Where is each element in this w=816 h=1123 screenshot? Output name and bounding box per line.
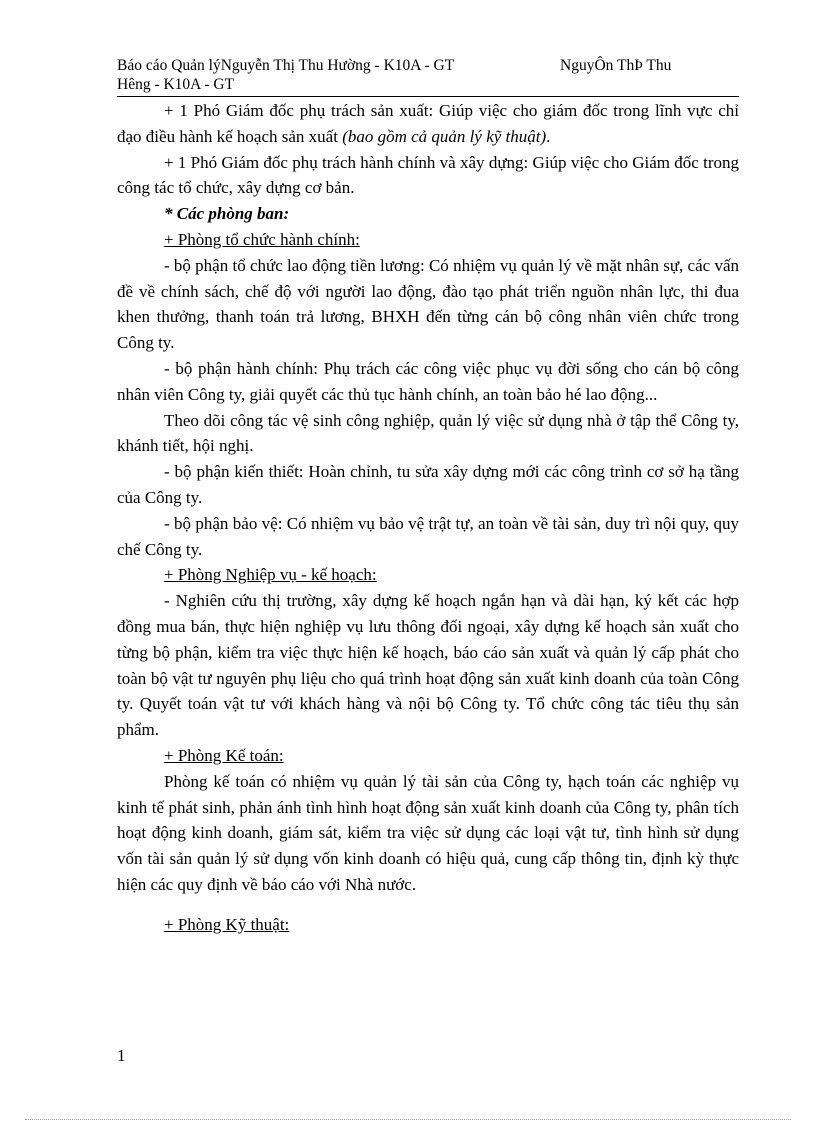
paragraph-end: . xyxy=(546,126,551,146)
paragraph-bao-ve: - bộ phận bảo vệ: Có nhiệm vụ bảo vệ trật tự, an toàn về tài sản, duy trì nội quy, quy chế Công ty. xyxy=(117,513,739,559)
header-line-2: Hêng - K10A - GT xyxy=(117,76,235,93)
heading-text: + Phòng Kỹ thuật: xyxy=(164,914,290,934)
paragraph-hanh-chinh: - bộ phận hành chính: Phụ trách các công việc phục vụ đời sống cho cán bộ công nhân viên Công ty, giải quyết các thủ tục hành chính, an toàn bảo hé lao động... xyxy=(117,358,739,404)
paragraph-ke-toan: Phòng kế toán có nhiệm vụ quản lý tài sản của Công ty, hạch toán các nghiệp vụ kinh tế phát sinh, phản ánh tình hình hoạt động sản xuất kinh doanh của Công ty, phân tích hoạt động kinh doanh, giám sát, kiểm tra việc sử dụng các loại vật tư, tình hình sử dụng vốn tài sản quản lý sử dụng vốn kinh doanh có hiệu quả, cung cấp thông tin, định kỳ thực hiện các quy định về báo cáo với Nhà nước. xyxy=(117,771,739,894)
paragraph-nghiep-vu: - Nghiên cứu thị trường, xây dựng kế hoạch ngắn hạn và dài hạn, ký kết các hợp đồng mua bán, thực hiện nghiệp vụ lưu thông đối ngoại, xây dựng kế hoạch sản xuất cho từng bộ phận, kiểm tra việc thực hiện kế hoạch, báo cáo sản xuất và quản lý cấp phát cho toàn bộ vật tư nguyên phụ liệu cho quá trình hoạt động sản xuất kinh doanh của toàn Công ty. Quyết toán vật tư với khách hàng và nội bộ Công ty. Tổ chức công tác tiêu thụ sản phẩm. xyxy=(117,591,739,740)
paragraph-to-chuc-lao-dong: - bộ phận tổ chức lao động tiền lương: Có nhiệm vụ quản lý về mặt nhân sự, các vấn đề về chính sách, chế độ với người lao động, đào tạo phát triển nguồn nhân lực, thi đua khen thưởng, thanh toán trả lương, BHXH đến từng cán bộ công nhân viên chức trong Công ty. xyxy=(117,255,739,353)
heading-text: + Phòng tổ chức hành chính: xyxy=(164,229,360,249)
paragraph-kien-thiet: - bộ phận kiến thiết: Hoàn chỉnh, tu sửa xây dựng mới các công trình cơ sở hạ tầng của Công ty. xyxy=(117,462,739,507)
paragraph-pho-giam-doc-hanh-chinh: + 1 Phó Giám đốc phụ trách hành chính và xây dựng: Giúp việc cho Giám đốc trong công tác tổ chức, xây dựng cơ bản. xyxy=(117,152,739,198)
header-left-text: Báo cáo Quản lýNguyễn Thị Thu Hường - K10A - GT xyxy=(117,57,455,74)
spacer xyxy=(117,898,739,912)
heading-phong-ky-thuat xyxy=(117,912,739,938)
heading-text: + Phòng Kế toán: xyxy=(164,745,284,765)
header-right-text: NguyÔn ThÞ Thu xyxy=(560,57,672,74)
header-line-1 xyxy=(117,56,739,75)
paragraph-ve-sinh: Theo dõi công tác vệ sinh công nghiệp, quản lý việc sử dụng nhà ở tập thể Công ty, khánh tiết, hội nghị. xyxy=(117,410,739,456)
heading-text: + Phòng Nghiệp vụ - kế hoạch: xyxy=(164,565,377,585)
heading-cac-phong-ban: * Các phòng ban: xyxy=(164,204,290,224)
page-header xyxy=(117,56,739,94)
page-bottom-border xyxy=(25,1119,791,1120)
page-number: 1 xyxy=(117,1046,126,1065)
header-rule xyxy=(117,96,739,97)
heading-phong-nghiep-vu xyxy=(117,562,739,588)
paragraph-italic-note: (bao gồm cả quản lý kỹ thuật) xyxy=(342,126,547,146)
heading-phong-ke-toan xyxy=(117,743,739,769)
paragraph-pho-giam-doc-san-xuat xyxy=(117,98,739,150)
heading-phong-to-chuc-hanh-chinh xyxy=(117,227,739,253)
paragraph-text: + 1 Phó Giám đốc phụ trách sản xuất: Giúp việc cho giám đốc trong lĩnh vực chỉ đạo điều hành kế hoạch sản xuất xyxy=(117,101,739,146)
document-body xyxy=(117,98,739,938)
